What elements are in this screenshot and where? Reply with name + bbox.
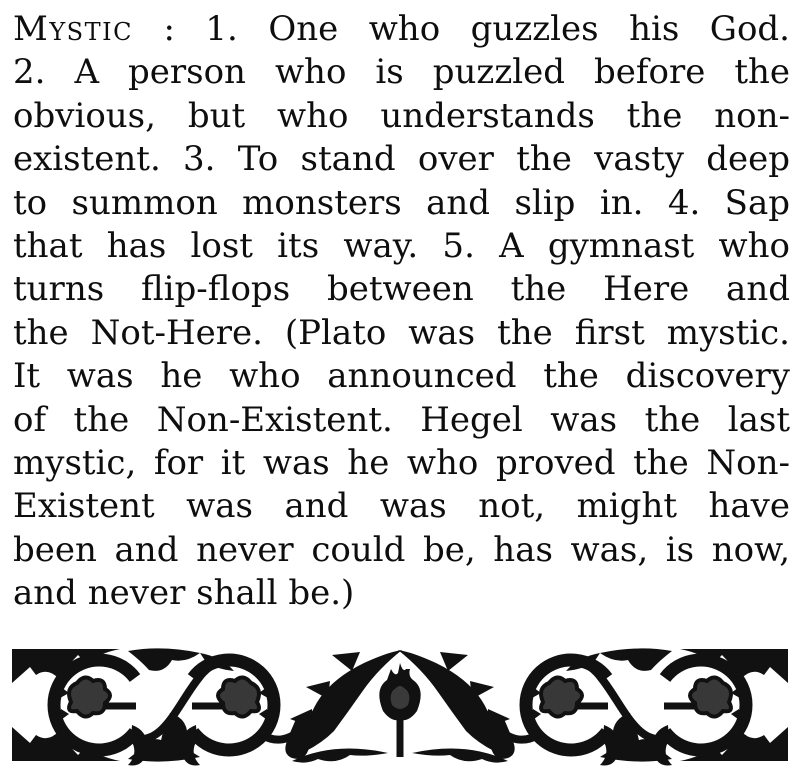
floral-scroll-frieze-graphic	[10, 643, 790, 767]
definition-line: and never shall be.)	[13, 573, 355, 614]
definition-line-text: : 1. One who guzzles his God.	[163, 9, 790, 49]
definition-line: Existent was and was not, might have	[13, 486, 790, 527]
definition-line: It was he who announced the discovery	[13, 356, 790, 397]
definition-line: obvious, but who understands the non-	[13, 95, 790, 136]
definition-entry	[0, 8, 800, 615]
definition-line: of the Non-Existent. Hegel was the last	[13, 399, 790, 440]
floral-border-ornament	[10, 643, 790, 767]
definition-line	[13, 8, 790, 51]
definition-line: that has lost its way. 5. A gymnast who	[13, 225, 790, 266]
definition-line: to summon monsters and slip in. 4. Sap	[13, 182, 790, 223]
definition-line: 2. A person who is puzzled before the	[13, 52, 790, 93]
definition-line: mystic, for it was he who proved the Non-	[13, 442, 790, 483]
tulip-motif	[379, 663, 420, 757]
definition-line: existent. 3. To stand over the vasty deep	[13, 139, 790, 180]
definition-term: Mystic	[13, 9, 133, 49]
definition-line: turns flip-flops between the Here and	[13, 269, 790, 310]
definition-line: been and never could be, has was, is now,	[13, 529, 790, 570]
definition-line: the Not-Here. (Plato was the first mystic.	[13, 312, 790, 353]
